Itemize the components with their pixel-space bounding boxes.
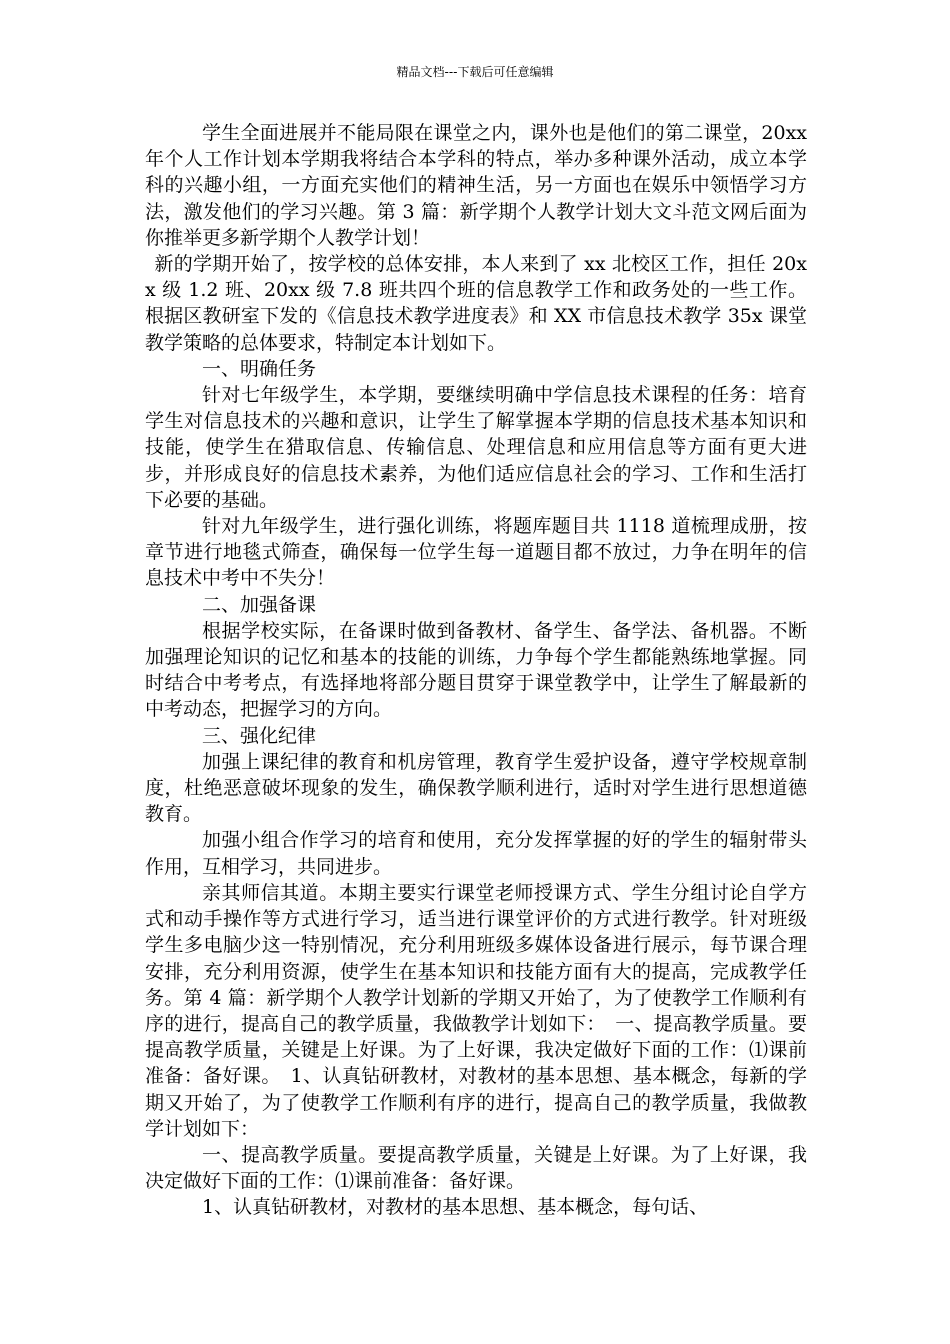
- paragraph: 一、提高教学质量。要提高教学质量，关键是上好课。为了上好课，我决定做好下面的工作：⑴课前准备：备好课。: [145, 1143, 807, 1193]
- page-header: 精品文档---下载后可任意编辑: [396, 65, 554, 79]
- paragraph: 针对九年级学生，进行强化训练，将题库题目共 1118 道梳理成册，按章节进行地毯式筛查，确保每一位学生每一道题目都不放过，力争在明年的信息技术中考中不失分！: [145, 515, 807, 590]
- paragraph: 加强上课纪律的教育和机房管理，教育学生爱护设备，遵守学校规章制度，杜绝恶意破坏现象的发生，确保教学顺利进行，适时对学生进行思想道德教育。: [145, 750, 807, 826]
- paragraph: 亲其师信其道。本期主要实行课堂老师授课方式、学生分组讨论自学方式和动手操作等方式进行学习，适当进行课堂评价的方式进行教学。针对班级学生多电脑少这一特别情况，充分利用班级多媒体设备进行展示，每节课合理安排，充分利用资源，使学生在基本知识和技能方面有大的提高，完成教学任务。第 4 篇：新学期个人教学计划新的学期又开始了，为了使教学工作顺利有序的进行，提高自己的教学质量，我做教学计划如下： 一、提高教学质量。要提高教学质量，关键是上好课。为了上好课，我决定做好下面的工作：⑴课前准备：备好课。 1、认真钻研教材，对教材的基本思想、基本概念，每新的学期又开始了，为了使教学工作顺利有序的进行，提高自己的教学质量，我做教学计划如下：: [145, 881, 807, 1140]
- section-heading: 三、强化纪律: [202, 724, 317, 747]
- document-body: [145, 120, 807, 1221]
- section-heading: 二、加强备课: [202, 593, 317, 616]
- paragraph: 学生全面进展并不能局限在课堂之内，课外也是他们的第二课堂，20xx 年个人工作计划本学期我将结合本学科的特点，举办多种课外活动，成立本学科的兴趣小组，一方面充实他们的精神生活，另一方面也在娱乐中领悟学习方法，激发他们的学习兴趣。第 3 篇：新学期个人教学计划大文斗范文网后面为你推举更多新学期个人教学计划！: [145, 122, 807, 249]
- paragraph: 针对七年级学生，本学期，要继续明确中学信息技术课程的任务：培育学生对信息技术的兴趣和意识，让学生了解掌握本学期的信息技术基本知识和技能，使学生在猎取信息、传输信息、处理信息和应用信息等方面有更大进步，并形成良好的信息技术素养，为他们适应信息社会的学习、工作和生活打下必要的基础。: [145, 384, 807, 511]
- paragraph: 加强小组合作学习的培育和使用，充分发挥掌握的好的学生的辐射带头作用，互相学习，共同进步。: [145, 829, 807, 878]
- paragraph: 1、认真钻研教材，对教材的基本思想、基本概念，每句话、: [202, 1196, 709, 1219]
- section-heading: 一、明确任务: [202, 357, 317, 380]
- paragraph: 新的学期开始了，按学校的总体安排，本人来到了 xx 北校区工作，担任 20xx 级 1.2 班、20xx 级 7.8 班共四个班的信息教学工作和政务处的一些工作。根据区教研室下发的《信息技术教学进度表》和 XX 市信息技术教学 35x 课堂教学策略的总体要求，特制定本计划如下。: [145, 253, 807, 354]
- paragraph: 根据学校实际，在备课时做到备教材、备学生、备学法、备机器。不断加强理论知识的记忆和基本的技能的训练，力争每个学生都能熟练地掌握。同时结合中考考点，有选择地将部分题目贯穿于课堂教学中，让学生了解最新的中考动态，把握学习的方向。: [145, 619, 807, 721]
